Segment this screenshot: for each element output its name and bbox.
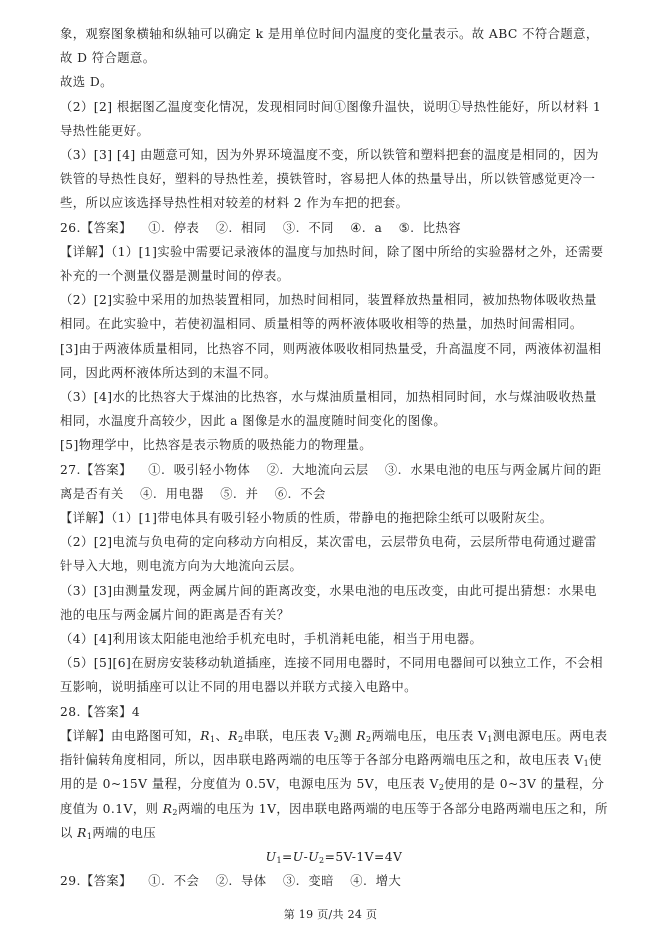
q29-item: ①. 不会: [148, 874, 200, 889]
q28-detail: 【详解】由电路图可知，$R_1$、$R_2$串联，电压表 $V_2$测 $R_2$两端电压，电压表 $V_1$测电源电压。两电表指针偏转角度相同，所以，因串联电路两端的电压等于各部分电路两端电压之和，故电压表 $V_1$使用的是 0~15V 量程，分度值为 0.5V，电源电压为 5V，电压表 $V_2$使用的是 0~3V 的量程，分度值为 0.1V，则 $R_2$两端的电压为 1V，因串联电路两端的电压等于各部分电路两端电压之和，所以 $R_1$两端的电压: [60, 728, 608, 841]
q27-item: ①. 吸引轻小物体: [148, 462, 251, 477]
q26-item: ⑤. 比热容: [398, 220, 462, 235]
q29-head: 29.【答案】: [60, 874, 132, 889]
q28-answer: 28.【答案】4: [60, 704, 141, 719]
q26-detail: [5]物理学中，比热容是表示物质的吸热能力的物理量。: [60, 438, 372, 453]
q26-item: ①. 停表: [148, 220, 200, 235]
q27-detail: （4）[4]利用该太阳能电池给手机充电时，手机消耗电能，相当于用电器。: [60, 632, 483, 647]
paragraph: （2）[2] 根据图乙温度变化情况，发现相同时间①图像升温快，说明①导热性能好，所以材料 1 导热性能更好。: [60, 99, 602, 138]
q27-head: 27.【答案】: [60, 462, 132, 477]
paragraph: （3）[3] [4] 由题意可知，因为外界环境温度不变，所以铁管和塑料把套的温度是相同的，因为铁管的导热性良好，塑料的导热性差，摸铁管时，容易把人体的热量导出，所以铁管感觉更冷一些，所以应该选择导热性相对较差的材料 2 作为车把的把套。: [60, 148, 599, 211]
q27-detail: 【详解】（1）[1]带电体具有吸引轻小物质的性质，带静电的拖把除尘纸可以吸附灰尘。: [60, 511, 553, 526]
page-footer: 第 19 页/共 24 页: [283, 908, 378, 921]
paragraph: 象，观察图象横轴和纵轴可以确定 k 是用单位时间内温度的变化量表示。故 ABC 不符合题意，故 D 符合题意。: [60, 27, 599, 66]
q26-item: ③. 不同: [282, 220, 334, 235]
q27-detail: （5）[5][6]在厨房安装移动轨道插座，连接不同用电器时，不同用电器间可以独立工作，不会相互影响，说明插座可以让不同的用电器以并联方式接入电路中。: [60, 656, 603, 695]
q26-answer: [60, 216, 608, 240]
q27-answer: [60, 458, 608, 506]
q26-detail: 【详解】（1）[1]实验中需要记录液体的温度与加热时间，除了图中所给的实验器材之外，还需要补充的一个测量仪器是测量时间的停表。: [60, 244, 604, 284]
q27-item: ⑥. 不会: [274, 486, 326, 501]
document-body: [60, 22, 608, 893]
q26-detail: （2）[2]实验中采用的加热装置相同，加热时间相同，装置释放热量相同，被加热物体吸收热量相同。在此实验中，若使初温相同、质量相等的两杯液体吸收相等的热量，加热时间需相同。: [60, 293, 597, 332]
q27-item: ③. 水果电池的电压与两金属片间的距离是否有关: [60, 462, 602, 501]
q27-item: ⑤. 并: [220, 486, 259, 501]
q27-detail: （3）[3]由测量发现，两金属片间的距离改变，水果电池的电压改变，由此可提出猜想：水果电池的电压与两金属片间的距离是否有关？: [60, 583, 597, 622]
q27-detail: （2）[2]电流与负电荷的定向移动方向相反，某次雷电，云层带负电荷，云层所带电荷通过避雷针导入大地，则电流方向为大地流向云层。: [60, 535, 597, 574]
q26-detail: （3）[4]水的比热容大于煤油的比热容，水与煤油质量相同，加热相同时间，水与煤油吸收热量相同，水温度升高较少，因此 a 图像是水的温度随时间变化的图像。: [60, 390, 597, 429]
q27-item: ④. 用电器: [140, 486, 204, 501]
q26-detail: [3]由于两液体质量相同，比热容不同，则两液体吸收相同热量受，升高温度不同，两液体初温相同，因此两杯液体所达到的末温不同。: [60, 341, 602, 380]
q29-item: ③. 变暗: [282, 874, 334, 889]
q28-formula: $U_1=U-U_2=5V-1V=4V$: [265, 849, 403, 865]
q29-item: ④. 增大: [350, 874, 402, 889]
q29-answer: [60, 869, 608, 893]
q29-item: ②. 导体: [215, 874, 267, 889]
paragraph: 故选 D。: [60, 75, 113, 90]
q26-head: 26.【答案】: [60, 220, 132, 235]
q27-item: ②. 大地流向云层: [266, 462, 369, 477]
q26-item: ②. 相同: [215, 220, 267, 235]
q26-item: ④. a: [350, 220, 383, 235]
